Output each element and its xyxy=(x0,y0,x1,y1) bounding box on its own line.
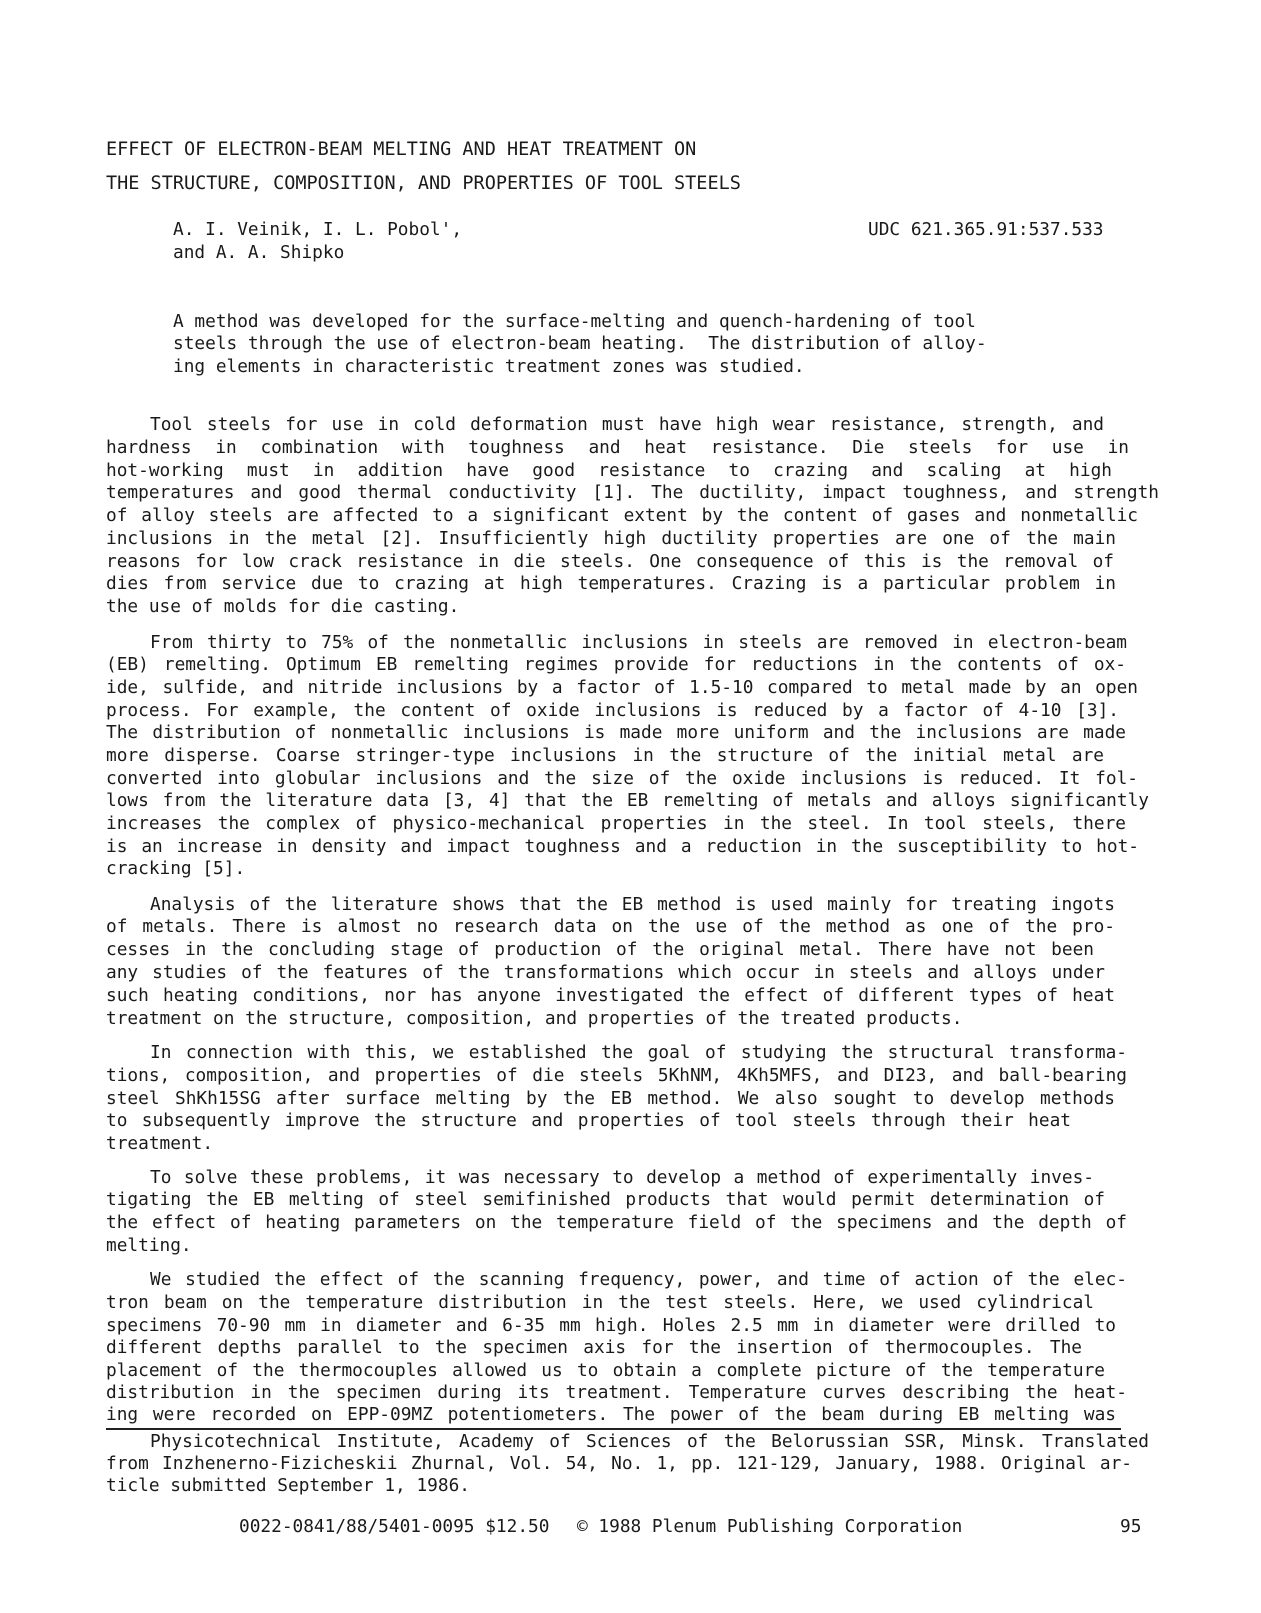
body-line: Analysis of the literature shows that the EB method is used mainly for treating ingots xyxy=(150,896,1115,914)
body-line: temperatures and good thermal conductivity [1]. The ductility, impact toughness, and strength xyxy=(106,484,1159,502)
body-line: different depths parallel to the specimen axis for the insertion of thermocouples. The xyxy=(106,1339,1082,1357)
body-line: specimens 70-90 mm in diameter and 6-35 mm high. Holes 2.5 mm in diameter were drilled to xyxy=(106,1317,1116,1335)
body-line: hot-working must in addition have good resistance to crazing and scaling at high xyxy=(106,462,1112,480)
body-line: tigating the EB melting of steel semifinished products that would permit determination of xyxy=(106,1191,1105,1209)
body-line: melting. xyxy=(106,1235,192,1256)
body-line: dies from service due to crazing at high temperatures. Crazing is a particular problem in xyxy=(106,575,1116,593)
body-line: of metals. There is almost no research data on the use of the method as one of the pro- xyxy=(106,918,1115,936)
body-line: the use of molds for die casting. xyxy=(106,596,460,617)
body-line: ing were recorded on EPP-09MZ potentiometers. The power of the beam during EB melting was xyxy=(106,1406,1116,1424)
body-line: converted into globular inclusions and the size of the oxide inclusions is reduced. It fol- xyxy=(106,770,1138,788)
body-line: The distribution of nonmetallic inclusions is made more uniform and the inclusions are made xyxy=(106,724,1126,742)
body-line: lows from the literature data [3, 4] that the EB remelting of metals and alloys significantly xyxy=(106,792,1149,810)
body-line: more disperse. Coarse stringer-type inclusions in the structure of the initial metal are xyxy=(106,747,1104,765)
body-line: To solve these problems, it was necessary to develop a method of experimentally inves- xyxy=(150,1169,1094,1187)
body-line: cracking [5]. xyxy=(106,858,246,879)
paper-title-line-1: EFFECT OF ELECTRON-BEAM MELTING AND HEAT TREATMENT ON xyxy=(106,139,697,160)
body-line: inclusions in the metal [2]. Insufficiently high ductility properties are one of the main xyxy=(106,530,1116,548)
body-line: tron beam on the temperature distribution in the test steels. Here, we used cylindrical xyxy=(106,1294,1094,1312)
footnote-line: from Inzhenerno-Fizicheskii Zhurnal, Vol. 54, No. 1, pp. 121-129, January, 1988. Original ar- xyxy=(106,1455,1132,1473)
footnote-divider xyxy=(106,1428,1121,1430)
paper-title-line-2: THE STRUCTURE, COMPOSITION, AND PROPERTIES OF TOOL STEELS xyxy=(106,173,741,194)
abstract-line: steels through the use of electron-beam heating. The distribution of alloy- xyxy=(173,333,987,354)
udc-code: UDC 621.365.91:537.533 xyxy=(868,219,1104,240)
body-line: (EB) remelting. Optimum EB remelting regimes provide for reductions in the contents of ox- xyxy=(106,656,1126,674)
body-line: ide, sulfide, and nitride inclusions by a factor of 1.5-10 compared to metal made by an open xyxy=(106,679,1138,697)
article-code: 0022-0841/88/5401-0095 $12.50 xyxy=(239,1516,550,1537)
footnote-line: ticle submitted September 1, 1986. xyxy=(106,1475,470,1496)
footnote-line: Physicotechnical Institute, Academy of Sciences of the Belorussian SSR, Minsk. Translated xyxy=(150,1433,1149,1451)
body-line: We studied the effect of the scanning frequency, power, and time of action of the elec- xyxy=(150,1271,1127,1289)
page-number: 95 xyxy=(1120,1516,1142,1537)
body-line: to subsequently improve the structure and properties of tool steels through their heat xyxy=(106,1112,1071,1130)
body-line: reasons for low crack resistance in die steels. One consequence of this is the removal of xyxy=(106,553,1114,571)
body-line: process. For example, the content of oxide inclusions is reduced by a factor of 4-10 [3]. xyxy=(106,702,1119,720)
body-line: Tool steels for use in cold deformation must have high wear resistance, strength, and xyxy=(150,416,1104,434)
body-line: increases the complex of physico-mechanical properties in the steel. In tool steels, there xyxy=(106,815,1126,833)
body-line: cesses in the concluding stage of production of the original metal. There have not been xyxy=(106,941,1094,959)
abstract-line: A method was developed for the surface-melting and quench-hardening of tool xyxy=(173,311,976,332)
body-line: such heating conditions, nor has anyone investigated the effect of different types of heat xyxy=(106,987,1115,1005)
body-line: treatment. xyxy=(106,1133,214,1154)
body-line: steel ShKh15SG after surface melting by the EB method. We also sought to develop methods xyxy=(106,1090,1115,1108)
body-line: is an increase in density and impact toughness and a reduction in the susceptibility to hot- xyxy=(106,838,1139,856)
body-line: tions, composition, and properties of die steels 5KhNM, 4Kh5MFS, and DI23, and ball-bearing xyxy=(106,1067,1127,1085)
body-line: hardness in combination with toughness and heat resistance. Die steels for use in xyxy=(106,439,1129,457)
copyright-notice: © 1988 Plenum Publishing Corporation xyxy=(577,1516,963,1537)
body-line: of alloy steels are affected to a significant extent by the content of gases and nonmetallic xyxy=(106,507,1138,525)
body-line: In connection with this, we established the goal of studying the structural transforma- xyxy=(150,1044,1127,1062)
abstract-line: ing elements in characteristic treatment zones was studied. xyxy=(173,356,805,377)
authors-line-2: and A. A. Shipko xyxy=(173,242,345,263)
body-line: distribution in the specimen during its treatment. Temperature curves describing the heat- xyxy=(106,1384,1127,1402)
body-line: treatment on the structure, composition, and properties of the treated products. xyxy=(106,1008,963,1029)
body-line: From thirty to 75% of the nonmetallic inclusions in steels are removed in electron-beam xyxy=(150,634,1127,652)
authors-line-1: A. I. Veinik, I. L. Pobol', xyxy=(173,219,463,240)
body-line: any studies of the features of the transformations which occur in steels and alloys under xyxy=(106,964,1105,982)
body-line: placement of the thermocouples allowed us to obtain a complete picture of the temperature xyxy=(106,1362,1105,1380)
body-line: the effect of heating parameters on the temperature field of the specimens and the depth of xyxy=(106,1214,1127,1232)
